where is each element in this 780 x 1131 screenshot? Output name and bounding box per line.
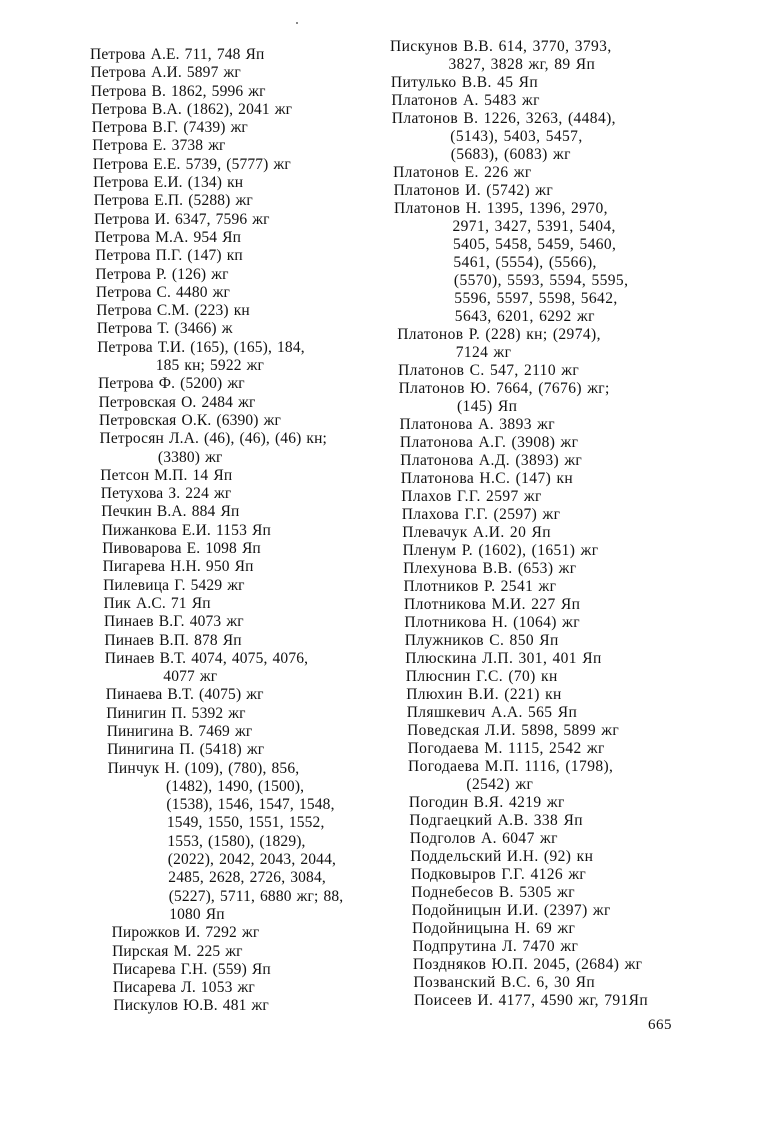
index-entry: Пленум Р. (1602), (1651) жг: [402, 542, 599, 559]
index-entry: Петросян Л.А. (46), (46), (46) кн;: [99, 430, 328, 448]
index-entry-continuation: 5461, (5554), (5566),: [453, 254, 597, 271]
page-number: 665: [648, 1017, 672, 1033]
index-entry: Петрова Е.Е. 5739, (5777) жг: [92, 155, 291, 173]
index-entry: Поисеев И. 4177, 4590 жг, 791Яп: [413, 992, 649, 1009]
index-entry: Петрова Е.И. (134) кн: [93, 174, 244, 192]
index-column-left: [90, 46, 343, 1016]
index-entry: Поддельский И.Н. (92) кн: [410, 848, 594, 865]
index-entry-continuation: (145) Яп: [457, 398, 518, 415]
index-entry-continuation: (5683), (6083) жг: [450, 146, 571, 163]
index-entry-continuation: 5405, 5458, 5459, 5460,: [453, 236, 617, 253]
index-entry-continuation: (5227), 5711, 6880 жг; 88,: [168, 887, 344, 905]
index-entry: Платонов А. 5483 жг: [391, 92, 540, 109]
index-entry: Пинаев В.П. 878 Яп: [104, 631, 242, 649]
index-entry: Пивоварова Е. 1098 Яп: [102, 540, 261, 558]
index-entry: Платонов Р. (228) кн; (2974),: [397, 326, 601, 343]
index-entry: Пирожков И. 7292 жг: [111, 924, 260, 942]
index-entry: Петрова И. 6347, 7596 жг: [94, 210, 270, 228]
index-entry: Пилевица Г. 5429 жг: [103, 576, 245, 594]
index-entry-continuation: (5143), 5403, 5457,: [450, 128, 583, 145]
index-entry-continuation: 5643, 6201, 6292 жг: [454, 308, 595, 325]
index-entry: Платонова А.Д. (3893) жг: [400, 452, 583, 469]
index-entry: Подголов А. 6047 жг: [409, 830, 558, 847]
index-entry: Подпрутина Л. 7470 жг: [412, 938, 579, 955]
index-entry-continuation: (5570), 5593, 5594, 5595,: [453, 272, 629, 289]
index-entry: Плужников С. 850 Яп: [404, 632, 559, 649]
index-entry: Платонова Н.С. (147) кн: [400, 470, 574, 487]
index-entry: Платонова А. 3893 жг: [399, 416, 556, 433]
index-entry: Платонов И. (5742) жг: [393, 182, 554, 199]
index-entry: Платонова А.Г. (3908) жг: [399, 434, 579, 451]
index-entry: Петровская О.К. (6390) жг: [99, 411, 281, 429]
index-entry: Пинигин П. 5392 жг: [106, 704, 246, 722]
index-entry: Позванский В.С. 6, 30 Яп: [413, 974, 596, 991]
index-entry: Петрова Е.П. (5288) жг: [93, 192, 253, 210]
index-entry: Петровская О. 2484 жг: [98, 393, 256, 411]
index-entry: Петрова А.Е. 711, 748 Яп: [90, 46, 265, 63]
index-entry-continuation: (3380) жг: [157, 448, 223, 466]
index-entry: Петрова Р. (126) жг: [95, 265, 229, 283]
index-entry: Плотников Р. 2541 жг: [403, 578, 557, 595]
index-entry: Платонов Е. 226 жг: [393, 164, 532, 181]
index-entry: Пинаева В.Т. (4075) жг: [105, 686, 264, 704]
index-entry: Пинаев В.Г. 4073 жг: [104, 613, 244, 631]
index-entry: Поднебесов В. 5305 жг: [411, 884, 575, 901]
index-entry: Петухова З. 224 жг: [100, 485, 232, 503]
index-entry-continuation: (2542) жг: [466, 776, 534, 793]
index-entry-continuation: 1549, 1550, 1551, 1552,: [166, 814, 325, 832]
index-entry: Пинигина П. (5418) жг: [107, 741, 265, 759]
index-entry: Петрова П.Г. (147) кп: [95, 247, 243, 265]
index-entry: Плехунова В.В. (653) жг: [403, 560, 577, 577]
index-entry: Писарева Г.Н. (559) Яп: [112, 960, 271, 978]
index-entry-continuation: 5596, 5597, 5598, 5642,: [454, 290, 618, 307]
index-column-right: [390, 38, 648, 1010]
index-entry: Погодаева М. 1115, 2542 жг: [407, 740, 605, 757]
index-entry: Петрова Т.И. (165), (165), 184,: [97, 338, 305, 356]
index-entry: Питулько В.В. 45 Яп: [390, 74, 539, 91]
index-entry-continuation: (2022), 2042, 2043, 2044,: [167, 851, 336, 869]
index-entry: Пирская М. 225 жг: [112, 942, 243, 960]
index-entry: Писарева Л. 1053 жг: [112, 979, 255, 997]
index-entry: Петрова С. 4480 жг: [95, 283, 231, 301]
index-entry-continuation: 2485, 2628, 2726, 3084,: [168, 869, 326, 887]
index-entry: Пик А.С. 71 Яп: [103, 594, 211, 612]
index-entry: Погодин В.Я. 4219 жг: [408, 794, 565, 811]
index-entry: Печкин В.А. 884 Яп: [101, 503, 240, 521]
index-entry: Пинаев В.Т. 4074, 4075, 4076,: [104, 649, 309, 667]
index-entry: Плюснин Г.С. (70) кн: [405, 668, 558, 685]
index-entry: Подгаецкий А.В. 338 Яп: [409, 812, 583, 829]
index-entry: Петрова Е. 3738 жг: [92, 137, 226, 155]
index-entry: Подойницына Н. 69 жг: [412, 920, 576, 937]
index-entry: Поведская Л.И. 5898, 5899 жг: [407, 722, 620, 739]
index-entry-continuation: 2971, 3427, 5391, 5404,: [452, 218, 616, 235]
index-entry: Плевачук А.И. 20 Яп: [402, 524, 551, 541]
index-entry: Плюхин В.И. (221) кн: [406, 686, 562, 703]
index-entry: Пискулов Ю.В. 481 жг: [113, 997, 269, 1015]
index-entry-continuation: 185 кн; 5922 жг: [155, 357, 265, 375]
index-entry-continuation: 7124 жг: [455, 344, 512, 361]
index-entry-continuation: (1482), 1490, (1500),: [166, 777, 305, 795]
index-entry: Плюскина Л.П. 301, 401 Яп: [405, 650, 602, 667]
index-entry: Петрова В.Г. (7439) жг: [91, 119, 248, 137]
index-entry: Пискунов В.В. 614, 3770, 3793,: [390, 38, 612, 55]
index-entry: Пинчук Н. (109), (780), 856,: [107, 759, 300, 777]
index-entry: Платонов В. 1226, 3263, (4484),: [391, 110, 616, 127]
index-entry: Пижанкова Е.И. 1153 Яп: [101, 521, 271, 539]
index-entry: Петсон М.П. 14 Яп: [100, 466, 233, 484]
index-entry: Пигарева Н.Н. 950 Яп: [102, 558, 254, 576]
index-entry: Подойницын И.И. (2397) жг: [411, 902, 611, 919]
index-entry: Платонов Н. 1395, 1396, 2970,: [394, 200, 608, 217]
index-entry: Плотникова Н. (1064) жг: [404, 614, 580, 631]
index-entry: Петрова А.И. 5897 жг: [90, 64, 241, 82]
index-entry-continuation: 1080 Яп: [169, 905, 225, 923]
index-entry: Плахова Г.Г. (2597) жг: [401, 506, 561, 523]
index-entry: Платонов С. 547, 2110 жг: [398, 362, 580, 379]
index-entry-continuation: 1553, (1580), (1829),: [167, 832, 306, 850]
index-entry: Поздняков Ю.П. 2045, (2684) жг: [412, 956, 643, 973]
index-entry: Подковыров Г.Г. 4126 жг: [410, 866, 587, 883]
index-entry: Петрова Т. (3466) ж: [96, 320, 233, 338]
index-entry: Петрова М.А. 954 Яп: [94, 228, 242, 246]
index-entry: Петрова Ф. (5200) жг: [98, 375, 245, 393]
index-entry: Петрова В.А. (1862), 2041 жг: [91, 100, 293, 118]
index-entry-continuation: 4077 жг: [163, 668, 218, 686]
index-entry: Петрова В. 1862, 5996 жг: [90, 82, 266, 100]
index-entry: Пинигина В. 7469 жг: [106, 722, 253, 740]
index-entry: Пляшкевич А.А. 565 Яп: [406, 704, 578, 721]
scan-speck: [296, 22, 298, 24]
index-entry-continuation: 3827, 3828 жг, 89 Яп: [448, 56, 596, 73]
index-entry: Платонов Ю. 7664, (7676) жг;: [398, 380, 610, 397]
index-entry-continuation: (1538), 1546, 1547, 1548,: [166, 796, 335, 814]
index-entry: Погодаева М.П. 1116, (1798),: [408, 758, 614, 775]
index-entry: Плахов Г.Г. 2597 жг: [401, 488, 542, 505]
index-entry: Петрова С.М. (223) кн: [96, 302, 250, 320]
index-entry: Плотникова М.И. 227 Яп: [404, 596, 581, 613]
